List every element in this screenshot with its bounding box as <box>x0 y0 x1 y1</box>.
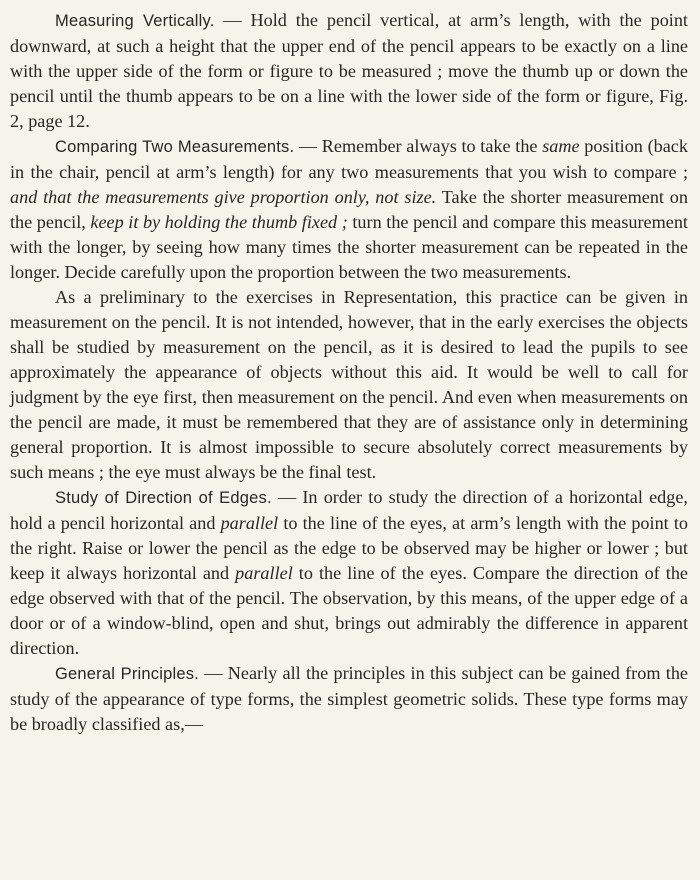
paragraph-text: As a preliminary to the exercises in Representation, this practice can be given in measurement on the pencil. It is not intended, however, that in the early exercises the objects shall be studied by measurement on the pencil, as it is desired to lead the pupils to see approximately the appearance of objects without this aid. It would be well to call for judgment by the eye first, then measurement on the pencil. And even when measurements on the pencil are made, it must be remembered that they are of assistance only in determining general proportion. It is almost impossible to secure absolutely correct measurements by such means ; the eye must always be the final test. <box>10 287 688 482</box>
paragraph-text: position (back in the chair, pencil at arm’s length) for any two measurements that you wish to compare ; <box>10 136 688 182</box>
paragraph-text: Take the shorter measurement on the pencil, <box>10 187 688 232</box>
italic-text: parallel <box>220 513 279 533</box>
paragraph-text: to the line of the eyes. Compare the direction of the edge observed with that of the pencil. The observation, by this means, of the upper edge of a door or of a window-blind, open and shut, brings out admirably the difference in apparent direction. <box>10 563 688 658</box>
paragraph-text: — Hold the pencil vertical, at arm’s length, with the point downward, at such a height that the upper end of the pencil appears to be exactly on a line with the upper side of the form or figure to be measured ; move the thumb up or down the pencil until the thumb appears to be on a line with the lower side of the form or figure, Fig. 2, page 12. <box>10 10 688 131</box>
italic-text: same <box>542 136 580 156</box>
heading-general-principles: General Principles. <box>55 665 199 683</box>
heading-measuring-vertically: Measuring Vertically. <box>55 12 215 30</box>
paragraph-measuring-vertically <box>10 8 688 134</box>
paragraph-comparing-measurements <box>10 134 688 285</box>
heading-comparing-measurements: Comparing Two Measurements. <box>55 138 295 156</box>
paragraph-text: turn the pencil and compare this measurement with the longer, by seeing how many times the shorter measurement can be repeated in the longer. Decide carefully upon the proportion between the two measurements. <box>10 212 688 282</box>
paragraph-text: — Remember always to take the <box>294 136 543 156</box>
paragraph-text: — Nearly all the principles in this subject can be gained from the study of the appearance of type forms, the simplest geometric solids. These type forms may be broadly classified as,— <box>10 663 688 734</box>
paragraph-general-principles <box>10 661 688 737</box>
italic-text: and that the measurements give proportion only, not size. <box>10 187 437 207</box>
paragraph-direction-of-edges <box>10 485 688 661</box>
paragraph-text: — In order to study the direction of a horizontal edge, hold a pencil horizontal and <box>10 487 688 533</box>
paragraph-preliminary <box>10 285 688 485</box>
italic-text: parallel <box>235 563 293 583</box>
heading-direction-of-edges: Study of Direction of Edges. <box>55 489 272 507</box>
paragraph-text: to the line of the eyes, at arm’s length with the point to the right. Raise or lower the pencil as the edge to be observed may be higher or lower ; but keep it always horizontal and <box>10 513 689 583</box>
italic-text: keep it by holding the thumb fixed ; <box>90 212 348 232</box>
